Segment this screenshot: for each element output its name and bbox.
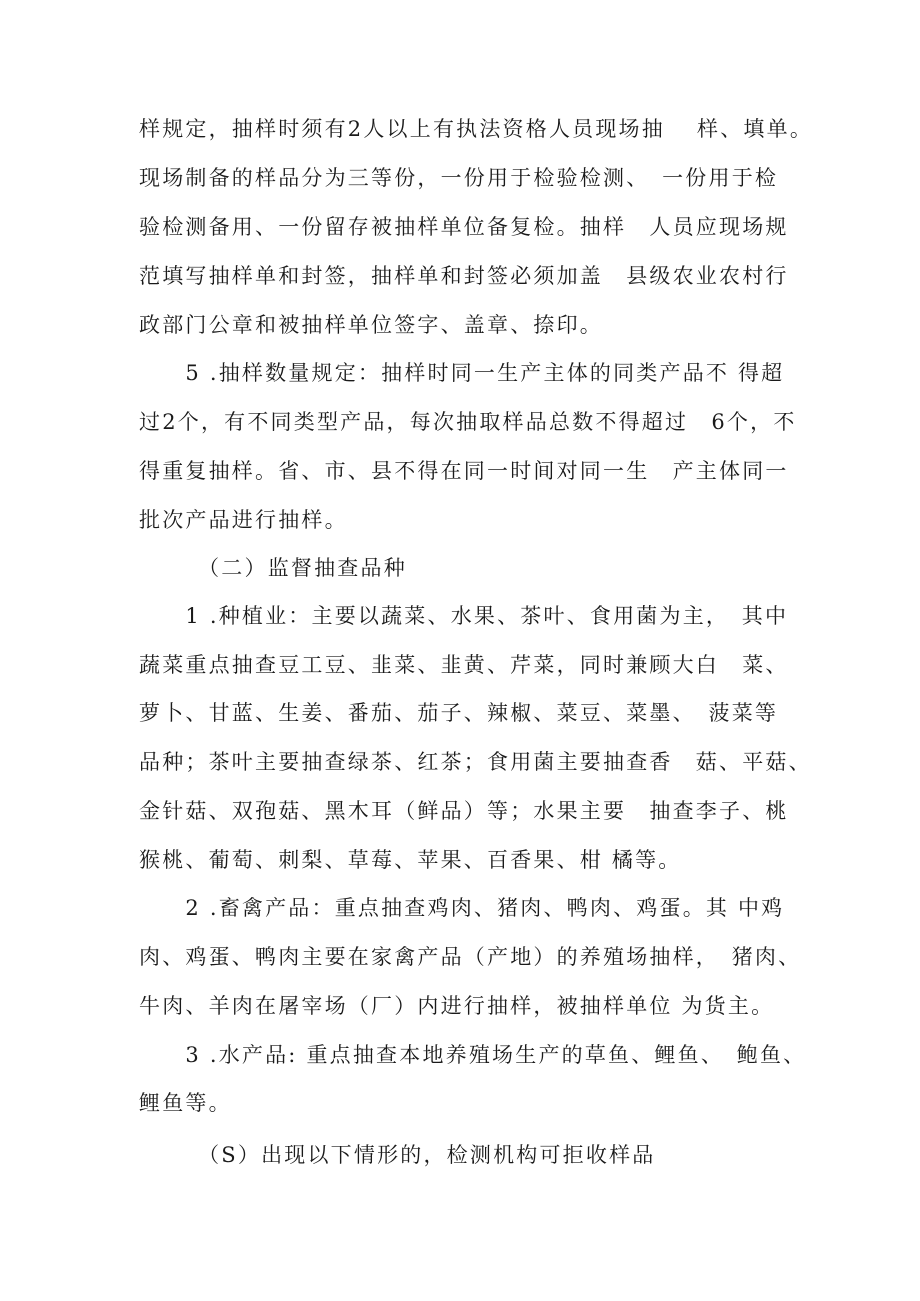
text-line-21: 鲤鱼等。 (139, 1091, 232, 1115)
section-heading-rejection: （S）出现以下情形的，检测机构可拒收样品 (139, 1143, 656, 1167)
text-line-12: 蔬菜重点抽查豆工豆、韭菜、韭黄、芹菜，同时兼顾大白 菜、 (139, 653, 789, 677)
text-line-19: 牛肉、羊肉在屠宰场（厂）内进行抽样，被抽样单位 为货主。 (139, 994, 775, 1018)
text-line-8: 得重复抽样。省、市、县不得在同一时间对同一生 产主体同一 (139, 459, 789, 483)
text-line-18: 肉、鸡蛋、鸭肉主要在家禽产品（产地）的养殖场抽样， 猪肉、 (139, 945, 802, 969)
text-line-4: 范填写抽样单和封签，抽样单和封签必须加盖 县级农业农村行 (139, 264, 789, 288)
text-line-2: 现场制备的样品分为三等份，一份用于检验检测、 一份用于检 (139, 166, 779, 190)
text-line-16: 猴桃、葡萄、刺梨、草莓、苹果、百香果、柑 橘等。 (139, 848, 682, 872)
text-line-11: 1 .种植业：主要以蔬菜、水果、茶叶、食用菌为主， 其中 (139, 604, 789, 628)
text-line-20: 3 .水产品: 重点抽查本地养殖场生产的草鱼、鲤鱼、 鲍鱼、 (139, 1043, 807, 1067)
text-line-14: 品种；茶叶主要抽查绿茶、红茶；食用菌主要抽查香 菇、平菇、 (139, 750, 812, 774)
text-line-6: 5 .抽样数量规定：抽样时同一生产主体的同类产品不 得超 (139, 361, 785, 385)
text-line-5: 政部门公章和被抽样单位签字、盖章、捺印。 (139, 313, 603, 337)
text-line-13: 萝卜、甘蓝、生姜、番茄、茄子、辣椒、菜豆、菜墨、 菠菜等 (139, 701, 779, 725)
text-line-1: 样规定，抽样时须有2人以上有执法资格人员现场抽 样、填单。 (139, 117, 814, 141)
text-line-9: 批次产品进行抽样。 (139, 508, 348, 532)
text-line-3: 验检测备用、一份留存被抽样单位备复检。抽样 人员应现场规 (139, 215, 789, 239)
text-line-17: 2 .畜禽产品：重点抽查鸡肉、猪肉、鸭肉、鸡蛋。其 中鸡 (139, 896, 785, 920)
section-heading-varieties: （二）监督抽查品种 (139, 556, 407, 580)
text-line-7: 过2个，有不同类型产品，每次抽取样品总数不得超过 6个，不 (139, 410, 797, 434)
text-line-15: 金针菇、双孢菇、黑木耳（鲜品）等；水果主要 抽查李子、桃 (139, 799, 789, 823)
